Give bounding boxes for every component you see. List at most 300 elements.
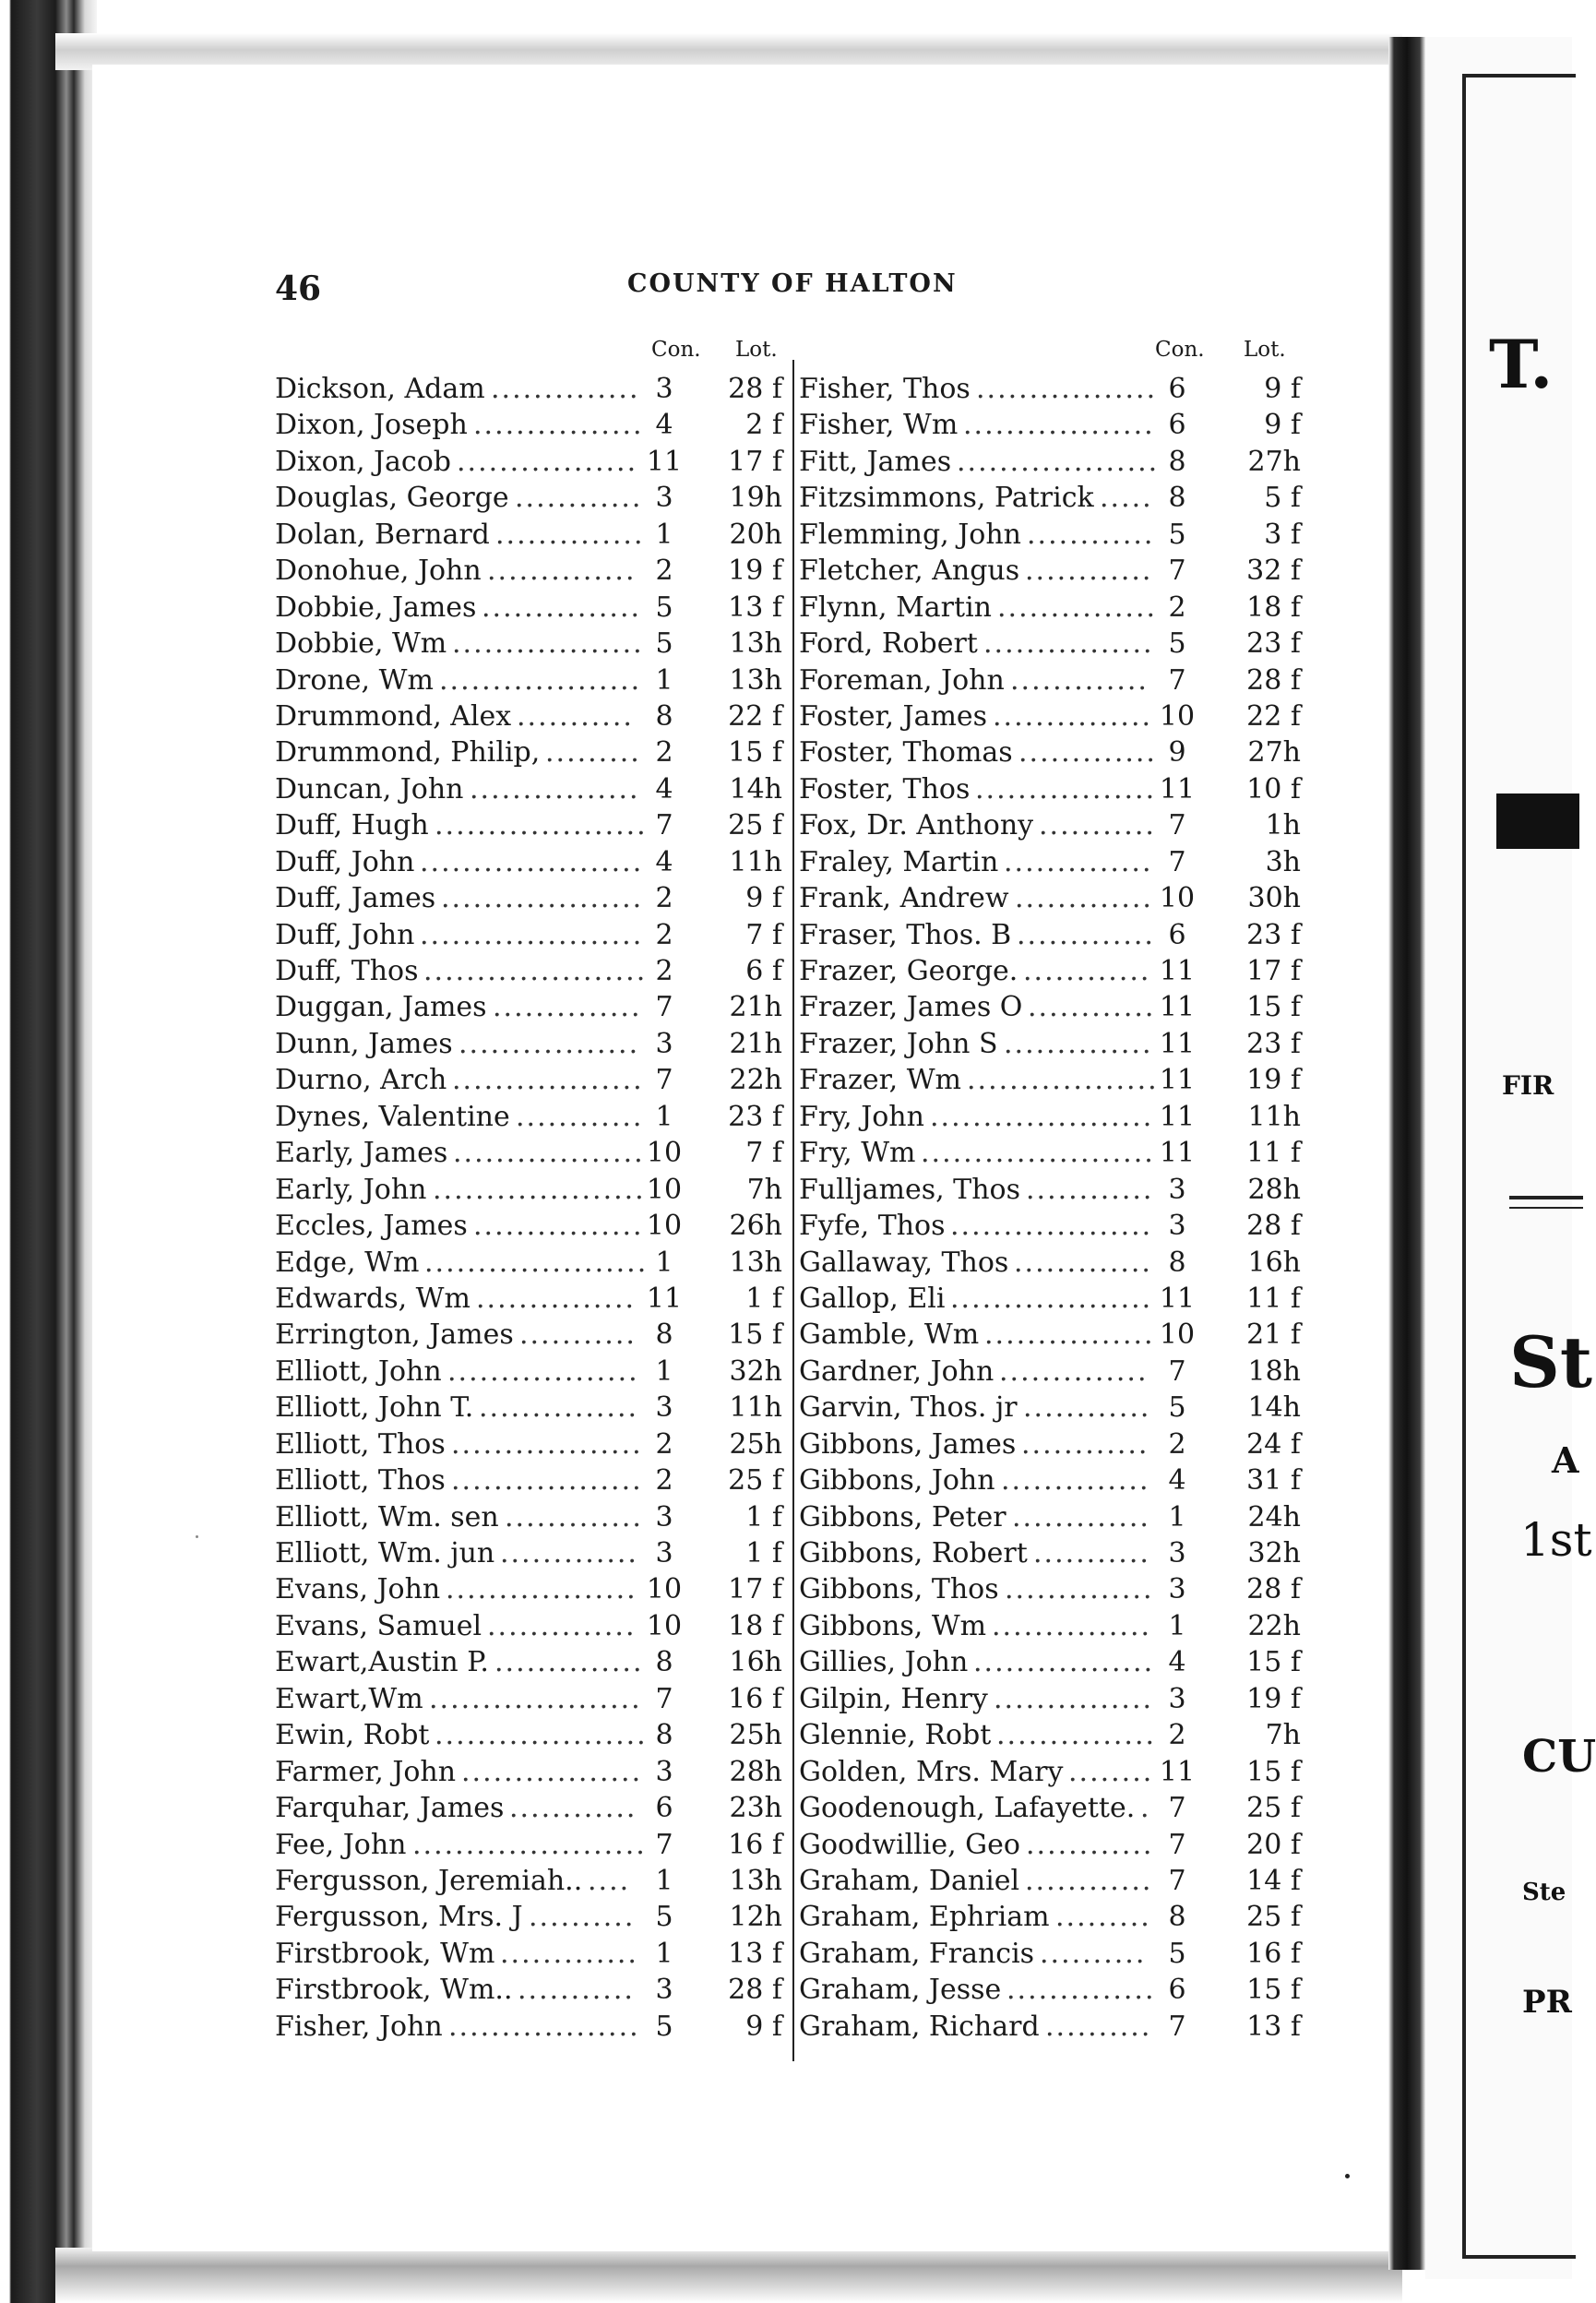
entry-concession: 11 <box>1159 1137 1196 1170</box>
entry-concession: 11 <box>646 445 683 478</box>
entry-name: Graham, Richard <box>799 2010 1040 2043</box>
directory-entry <box>799 1135 1316 1171</box>
entry-lot: 15 f <box>1246 1755 1301 1788</box>
entry-lot: 9 f <box>745 2010 782 2043</box>
directory-entry <box>275 734 792 770</box>
entry-name: Elliott, John <box>275 1354 442 1388</box>
page-bottom-edge <box>55 2248 1402 2303</box>
entry-concession: 7 <box>655 1828 673 1861</box>
directory-entry <box>275 1026 792 1062</box>
entry-name: Foster, Thomas <box>799 736 1013 770</box>
entry-name: Fletcher, Angus <box>799 555 1020 588</box>
leader-dots: ................... <box>957 445 1160 478</box>
directory-entry <box>275 1390 792 1426</box>
entry-concession: 3 <box>655 1974 673 2007</box>
entry-lot: 24 f <box>1246 1427 1301 1461</box>
directory-entry <box>799 917 1316 953</box>
entry-concession: 2 <box>655 882 673 915</box>
entry-concession: 1 <box>1168 1609 1186 1642</box>
leader-dots: .................. <box>453 1137 645 1170</box>
entry-name: Frazer, James O <box>799 991 1023 1024</box>
entry-lot: 14h <box>1247 1391 1301 1425</box>
entry-name: Frazer, Wm <box>799 1064 962 1097</box>
entry-lot: 3h <box>1265 845 1301 878</box>
entry-lot: 28h <box>729 1755 782 1788</box>
page-number: 46 <box>275 269 322 308</box>
leader-dots: ................. <box>973 1646 1155 1679</box>
entry-name: Graham, Daniel <box>799 1864 1020 1897</box>
entry-lot: 32h <box>729 1354 782 1388</box>
leader-dots: ............ <box>509 1792 637 1825</box>
entry-lot: 13h <box>729 627 782 661</box>
leader-dots: ............. <box>500 1937 638 1970</box>
entry-concession: 11 <box>1159 991 1196 1024</box>
entry-name: Drummond, Philip, <box>275 736 541 770</box>
leader-dots: ............ <box>1026 1173 1154 1206</box>
entry-lot: 7 f <box>745 918 782 951</box>
leader-dots: ................. <box>975 772 1157 805</box>
directory-entry <box>275 371 792 407</box>
leader-dots: .............. <box>1001 1464 1150 1498</box>
entry-lot: 22 f <box>1246 699 1301 733</box>
leader-dots: ............. <box>1017 918 1155 951</box>
entry-lot: 7h <box>1265 1719 1301 1752</box>
entry-concession: 3 <box>1168 1573 1186 1606</box>
directory-entry <box>275 1681 792 1717</box>
leader-dots: ............. <box>1010 663 1149 697</box>
entry-concession: 8 <box>1168 1246 1186 1279</box>
directory-entry <box>799 1571 1316 1607</box>
directory-entry <box>799 807 1316 843</box>
entry-concession: 5 <box>1168 1391 1186 1425</box>
entry-name: Goodwillie, Geo <box>799 1828 1020 1861</box>
leader-dots: ..... <box>1100 482 1153 515</box>
entry-lot: 11 f <box>1246 1137 1301 1170</box>
entry-name: Fisher, John <box>275 2010 443 2043</box>
entry-name: Gibbons, James <box>799 1427 1017 1461</box>
leader-dots: ............ <box>516 1100 644 1133</box>
entry-name: Foster, Thos <box>799 772 971 805</box>
entry-concession: 6 <box>1168 373 1186 405</box>
facing-page-fragment: T. <box>1489 325 1554 403</box>
left-column-listing <box>275 371 792 2045</box>
entry-name: Fox, Dr. Anthony <box>799 809 1034 842</box>
leader-dots: ............... <box>997 591 1158 624</box>
leader-dots: ............. <box>1014 1246 1152 1279</box>
directory-entry <box>799 1426 1316 1462</box>
directory-entry <box>275 662 792 698</box>
entry-name: Fisher, Thos <box>799 373 971 405</box>
entry-name: Duff, Hugh <box>275 809 429 842</box>
entry-name: Foster, James <box>799 699 988 733</box>
entry-name: Fergusson, Jeremiah.. <box>275 1864 583 1897</box>
leader-dots: ................ <box>984 1319 1155 1352</box>
leader-dots: ............... <box>482 591 642 624</box>
right-column-listing <box>799 371 1316 2045</box>
leader-dots: ............... <box>476 1282 637 1315</box>
entry-lot: 28 f <box>728 373 782 405</box>
entry-concession: 2 <box>655 918 673 951</box>
entry-name: Fry, Wm <box>799 1137 916 1170</box>
entry-concession: 1 <box>655 1864 673 1897</box>
entry-name: Elliott, Wm. jun <box>275 1537 495 1569</box>
directory-entry <box>799 1608 1316 1644</box>
entry-concession: 6 <box>1168 918 1186 951</box>
entry-lot: 25h <box>729 1427 782 1461</box>
leader-dots: ............... <box>992 1609 1152 1642</box>
entry-name: Douglas, George <box>275 482 509 515</box>
leader-dots: ........... <box>1033 1537 1150 1569</box>
entry-lot: 22 f <box>728 699 782 733</box>
leader-dots: .......... <box>1045 2010 1152 2043</box>
entry-name: Fry, John <box>799 1100 924 1133</box>
leader-dots: ............ <box>1025 1864 1153 1897</box>
entry-lot: 25 f <box>1246 1901 1301 1934</box>
leader-dots: .............. <box>1005 1573 1154 1606</box>
entry-concession: 5 <box>655 2010 673 2043</box>
entry-name: Frazer, John S <box>799 1027 998 1060</box>
entry-concession: 2 <box>1168 1719 1186 1752</box>
entry-lot: 9 f <box>1264 409 1301 442</box>
entry-lot: 30h <box>1247 882 1301 915</box>
entry-lot: 20 f <box>1246 1828 1301 1861</box>
leader-dots: ............ <box>1023 955 1151 987</box>
entry-lot: 13 f <box>728 591 782 624</box>
leader-dots: .................... <box>433 1173 646 1206</box>
entry-name: Ewart,Wm <box>275 1682 423 1715</box>
directory-entry <box>275 517 792 553</box>
entry-name: Fraley, Martin <box>799 845 999 878</box>
leader-dots: ............. <box>505 1500 643 1533</box>
entry-concession: 8 <box>1168 445 1186 478</box>
directory-entry <box>799 1899 1316 1935</box>
entry-lot: 14 f <box>1246 1864 1301 1897</box>
entry-lot: 28 f <box>1246 1210 1301 1243</box>
leader-dots: ................... <box>439 663 642 697</box>
entry-lot: 7h <box>746 1173 782 1206</box>
facing-page-rule <box>1509 1207 1583 1209</box>
leader-dots: .... <box>588 1864 631 1897</box>
directory-entry <box>799 1354 1316 1390</box>
directory-entry <box>799 734 1316 770</box>
entry-name: Durno, Arch <box>275 1064 447 1097</box>
directory-entry <box>799 1317 1316 1353</box>
entry-lot: 1 f <box>745 1537 782 1569</box>
leader-dots: ............ <box>1028 991 1156 1024</box>
leader-dots: ............ <box>1027 518 1155 551</box>
column-divider <box>792 360 794 2061</box>
entry-name: Drone, Wm <box>275 663 434 697</box>
directory-entry <box>275 807 792 843</box>
entry-lot: 23 f <box>1246 918 1301 951</box>
entry-name: Early, John <box>275 1173 427 1206</box>
entry-name: Duff, John <box>275 918 415 951</box>
leader-dots: ......... <box>545 736 641 770</box>
leader-dots: ............ <box>515 482 643 515</box>
entry-concession: 2 <box>655 736 673 770</box>
facing-page-fragment: Ste <box>1522 1879 1566 1906</box>
directory-entry <box>275 917 792 953</box>
entry-lot: 17 f <box>728 445 782 478</box>
entry-name: Flynn, Martin <box>799 591 992 624</box>
facing-page-fragment: St <box>1509 1321 1592 1403</box>
entry-lot: 15 f <box>1246 1646 1301 1679</box>
entry-concession: 1 <box>655 518 673 551</box>
leader-dots: .................. <box>447 1354 639 1388</box>
entry-concession: 7 <box>1168 663 1186 697</box>
entry-concession: 3 <box>1168 1173 1186 1206</box>
entry-lot: 11 f <box>1246 1282 1301 1315</box>
entry-concession: 4 <box>1168 1464 1186 1498</box>
entry-concession: 7 <box>1168 1864 1186 1897</box>
entry-name: Early, James <box>275 1137 448 1170</box>
entry-name: Dolan, Bernard <box>275 518 490 551</box>
entry-concession: 7 <box>1168 555 1186 588</box>
entry-concession: 10 <box>1159 1319 1196 1352</box>
directory-entry <box>275 1899 792 1935</box>
entry-lot: 19h <box>729 482 782 515</box>
entry-concession: 4 <box>655 845 673 878</box>
entry-lot: 1 f <box>745 1282 782 1315</box>
directory-entry <box>799 626 1316 662</box>
directory-entry <box>275 880 792 916</box>
entry-concession: 2 <box>655 955 673 987</box>
leader-dots: ................ <box>473 1210 644 1243</box>
directory-entry <box>275 844 792 880</box>
book-spine-edge <box>0 0 97 2303</box>
entry-lot: 16 f <box>728 1682 782 1715</box>
entry-name: Fitzsimmons, Patrick <box>799 482 1094 515</box>
entry-name: Gibbons, Wm <box>799 1609 987 1642</box>
directory-entry <box>275 989 792 1025</box>
directory-entry <box>799 1863 1316 1899</box>
leader-dots: .................. <box>967 1064 1159 1097</box>
entry-concession: 6 <box>1168 409 1186 442</box>
directory-entry <box>799 444 1316 480</box>
entry-lot: 13h <box>729 663 782 697</box>
entry-lot: 17 f <box>728 1573 782 1606</box>
directory-entry <box>799 1717 1316 1753</box>
leader-dots: ............... <box>993 699 1153 733</box>
leader-dots: .................. <box>963 409 1155 442</box>
entry-concession: 11 <box>1159 1282 1196 1315</box>
entry-lot: 22h <box>729 1064 782 1097</box>
leader-dots: . <box>1140 1792 1151 1825</box>
directory-entry <box>275 407 792 443</box>
entry-name: Flemming, John <box>799 518 1021 551</box>
entry-concession: 11 <box>1159 1027 1196 1060</box>
directory-entry <box>799 1499 1316 1535</box>
directory-entry <box>275 444 792 480</box>
entry-concession: 3 <box>1168 1537 1186 1569</box>
entry-concession: 7 <box>1168 1354 1186 1388</box>
lot-header-left: Lot. <box>735 338 778 362</box>
entry-concession: 7 <box>655 991 673 1024</box>
entry-name: Dixon, Joseph <box>275 409 468 442</box>
entry-name: Donohue, John <box>275 555 482 588</box>
entry-lot: 18h <box>1247 1354 1301 1388</box>
facing-page-block-letter <box>1496 794 1579 849</box>
entry-name: Drummond, Alex <box>275 699 512 733</box>
directory-entry <box>799 662 1316 698</box>
entry-lot: 23 f <box>728 1100 782 1133</box>
entry-name: Dixon, Jacob <box>275 445 452 478</box>
entry-name: Goodenough, Lafayette. <box>799 1792 1136 1825</box>
entry-name: Fyfe, Thos <box>799 1210 946 1243</box>
leader-dots: .................. <box>451 1464 643 1498</box>
entry-concession: 7 <box>1168 809 1186 842</box>
entry-concession: 7 <box>1168 2010 1186 2043</box>
entry-lot: 13h <box>729 1246 782 1279</box>
directory-entry <box>799 1172 1316 1208</box>
entry-name: Fitt, James <box>799 445 952 478</box>
ink-speck <box>196 1535 198 1538</box>
entry-lot: 31 f <box>1246 1464 1301 1498</box>
entry-name: Firstbrook, Wm.. <box>275 1974 513 2007</box>
entry-concession: 9 <box>1168 736 1186 770</box>
entry-lot: 5 f <box>1264 482 1301 515</box>
entry-name: Gilpin, Henry <box>799 1682 988 1715</box>
entry-concession: 3 <box>1168 1210 1186 1243</box>
leader-dots: .......... <box>1040 1937 1147 1970</box>
directory-entry <box>799 590 1316 626</box>
entry-name: Elliott, Wm. sen <box>275 1500 499 1533</box>
directory-entry <box>275 1062 792 1098</box>
entry-name: Gamble, Wm <box>799 1319 980 1352</box>
entry-lot: 27h <box>1247 736 1301 770</box>
entry-name: Eccles, James <box>275 1210 468 1243</box>
facing-page-fragment: CU <box>1522 1731 1596 1783</box>
directory-entry <box>275 1245 792 1281</box>
entry-concession: 10 <box>646 1210 683 1243</box>
directory-entry <box>275 1717 792 1753</box>
entry-concession: 1 <box>655 1354 673 1388</box>
directory-entry <box>799 771 1316 807</box>
directory-entry <box>799 1099 1316 1135</box>
entry-lot: 21 f <box>1246 1319 1301 1352</box>
entry-lot: 9 f <box>1264 373 1301 405</box>
directory-entry <box>275 698 792 734</box>
entry-lot: 19 f <box>1246 1064 1301 1097</box>
directory-entry <box>799 371 1316 407</box>
leader-dots: ........... <box>1039 809 1156 842</box>
leader-dots: .............. <box>495 518 645 551</box>
leader-dots: .............. <box>1004 1027 1153 1060</box>
ink-speck <box>1345 2174 1350 2178</box>
entry-lot: 24h <box>1247 1500 1301 1533</box>
directory-entry <box>799 953 1316 989</box>
leader-dots: .................... <box>429 1682 642 1715</box>
directory-entry <box>799 2009 1316 2045</box>
entry-concession: 11 <box>1159 772 1196 805</box>
entry-concession: 8 <box>655 1719 673 1752</box>
entry-name: Fisher, Wm <box>799 409 959 442</box>
entry-lot: 22h <box>1247 1609 1301 1642</box>
directory-entry <box>275 1754 792 1790</box>
directory-entry <box>799 1936 1316 1972</box>
entry-concession: 11 <box>1159 955 1196 987</box>
leader-dots: ................... <box>950 1282 1153 1315</box>
directory-entry <box>799 1281 1316 1317</box>
directory-entry <box>799 1462 1316 1498</box>
directory-entry <box>799 1790 1316 1826</box>
entry-lot: 28 f <box>1246 1573 1301 1606</box>
leader-dots: ......... <box>1055 1901 1151 1934</box>
directory-entry <box>799 1245 1316 1281</box>
entry-lot: 15 f <box>728 736 782 770</box>
directory-entry <box>275 1535 792 1571</box>
leader-dots: ................... <box>950 1210 1153 1243</box>
entry-concession: 5 <box>1168 518 1186 551</box>
directory-entry <box>275 1317 792 1353</box>
leader-dots: .................... <box>435 1719 648 1752</box>
entry-concession: 10 <box>646 1609 683 1642</box>
entry-lot: 11h <box>729 1391 782 1425</box>
entry-name: Ewin, Robt <box>275 1719 430 1752</box>
entry-concession: 8 <box>1168 1901 1186 1934</box>
leader-dots: ............. <box>1015 882 1153 915</box>
entry-concession: 8 <box>655 1319 673 1352</box>
facing-page-fragment: A <box>1552 1439 1579 1481</box>
entry-lot: 9 f <box>745 882 782 915</box>
leader-dots: ................... <box>441 882 644 915</box>
facing-page-fragment: FIR <box>1502 1070 1554 1101</box>
entry-lot: 7 f <box>745 1137 782 1170</box>
entry-name: Evans, Samuel <box>275 1609 482 1642</box>
directory-entry <box>275 1426 792 1462</box>
entry-name: Dickson, Adam <box>275 373 485 405</box>
leader-dots: ..................... <box>930 1100 1154 1133</box>
entry-lot: 16 f <box>1246 1937 1301 1970</box>
entry-name: Frazer, George. <box>799 955 1018 987</box>
entry-concession: 3 <box>655 1755 673 1788</box>
entry-concession: 7 <box>1168 1828 1186 1861</box>
leader-dots: ................. <box>457 445 638 478</box>
entry-name: Errington, James <box>275 1319 514 1352</box>
entry-lot: 15 f <box>1246 1974 1301 2007</box>
leader-dots: .............. <box>1006 1974 1156 2007</box>
facing-page-fragment: 1st <box>1520 1513 1592 1567</box>
entry-concession: 6 <box>655 1792 673 1825</box>
directory-entry <box>275 1936 792 1972</box>
book-gutter <box>1388 37 1425 2270</box>
leader-dots: .................. <box>446 1573 637 1606</box>
leader-dots: .............. <box>494 1646 644 1679</box>
entry-concession: 3 <box>655 373 673 405</box>
entry-concession: 1 <box>1168 1500 1186 1533</box>
entry-lot: 21h <box>729 1027 782 1060</box>
entry-name: Golden, Mrs. Mary <box>799 1755 1064 1788</box>
leader-dots: .............. <box>493 991 642 1024</box>
entry-concession: 8 <box>655 1646 673 1679</box>
entry-concession: 2 <box>1168 1427 1186 1461</box>
directory-entry <box>799 1644 1316 1680</box>
directory-entry <box>275 1281 792 1317</box>
directory-entry <box>799 407 1316 443</box>
directory-entry <box>275 1644 792 1680</box>
entry-concession: 11 <box>1159 1100 1196 1133</box>
entry-name: Glennie, Robt <box>799 1719 992 1752</box>
entry-lot: 11h <box>729 845 782 878</box>
entry-name: Gibbons, John <box>799 1464 995 1498</box>
entry-concession: 10 <box>1159 699 1196 733</box>
directory-entry <box>275 953 792 989</box>
directory-entry <box>799 517 1316 553</box>
entry-lot: 32h <box>1247 1537 1301 1569</box>
directory-entry <box>275 1172 792 1208</box>
entry-concession: 1 <box>655 1937 673 1970</box>
directory-entry <box>799 1827 1316 1863</box>
